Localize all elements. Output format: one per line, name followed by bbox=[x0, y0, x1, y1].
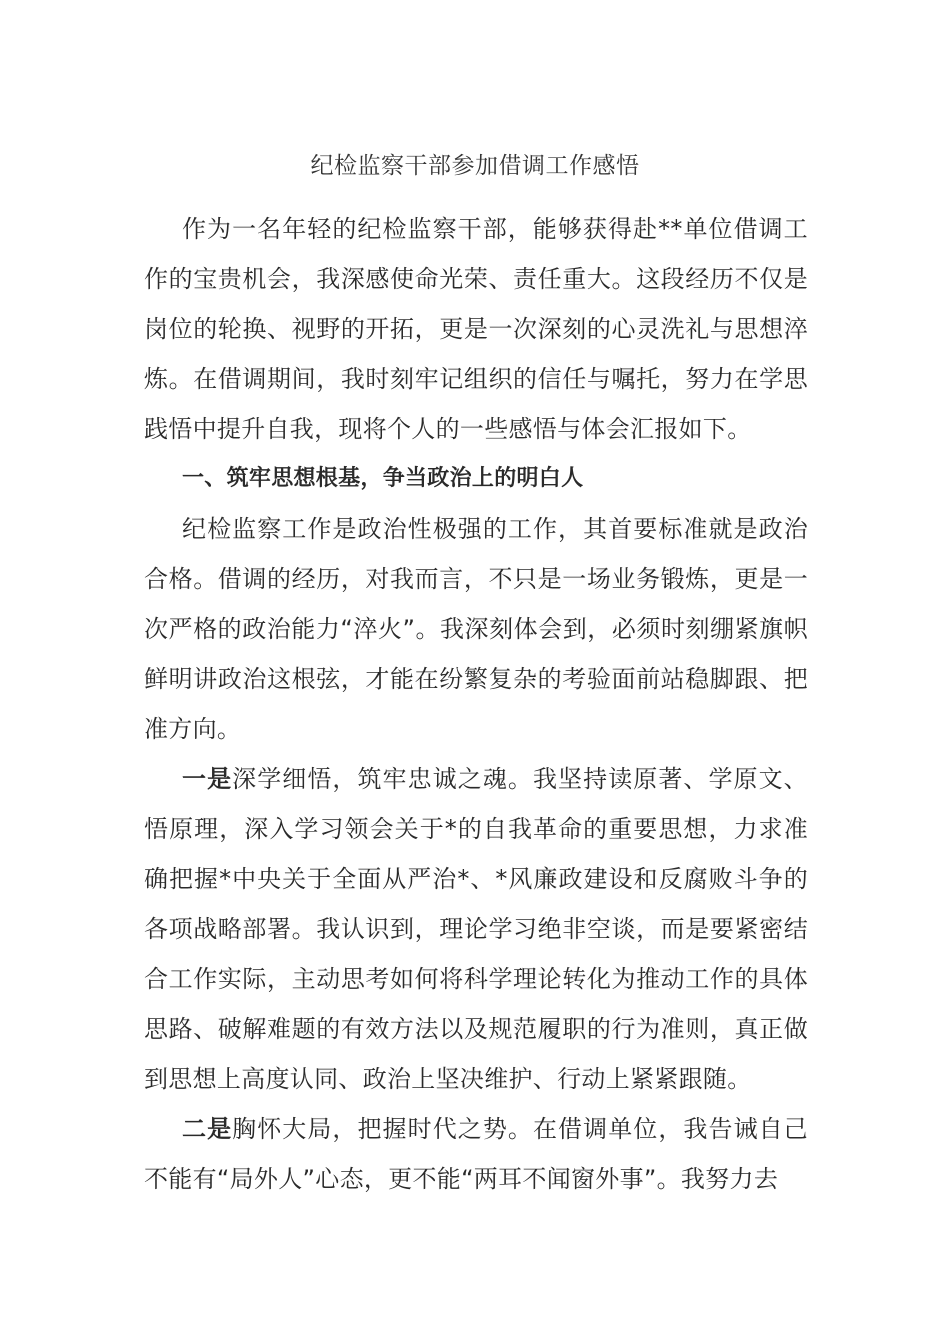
point-1-text: 深学细悟，筑牢忠诚之魂。我坚持读原著、学原文、悟原理，深入学习领会关于*的自我革命的重要思想，力求准确把握*中央关于全面从严治*、*风廉政建设和反腐败斗争的各项战略部署。我认识到，理论学习绝非空谈，而是要紧密结合工作实际，主动思考如何将科学理论转化为推动工作的具体思路、破解难题的有效方法以及规范履职的行为准则，真正做到思想上高度认同、政治上坚决维护、行动上紧紧跟随。 bbox=[144, 765, 808, 1093]
document-body bbox=[144, 204, 808, 1204]
paragraph-point-1 bbox=[144, 754, 808, 1104]
document-title: 纪检监察干部参加借调工作感悟 bbox=[310, 153, 640, 179]
point-2-text: 胸怀大局，把握时代之势。在借调单位，我告诫自己不能有“局外人”心态，更不能“两耳不闻窗外事”。我努力去 bbox=[144, 1115, 808, 1193]
point-1-lead: 一是 bbox=[182, 765, 233, 793]
paragraph-section-1-intro: 纪检监察工作是政治性极强的工作，其首要标准就是政治合格。借调的经历，对我而言，不只是一场业务锻炼，更是一次严格的政治能力“淬火”。我深刻体会到，必须时刻绷紧旗帜鲜明讲政治这根弦，才能在纷繁复杂的考验面前站稳脚跟、把准方向。 bbox=[144, 515, 808, 743]
paragraph-point-2 bbox=[144, 1104, 808, 1204]
paragraph-intro: 作为一名年轻的纪检监察干部，能够获得赴**单位借调工作的宝贵机会，我深感使命光荣、责任重大。这段经历不仅是岗位的轮换、视野的开拓，更是一次深刻的心灵洗礼与思想淬炼。在借调期间，我时刻牢记组织的信任与嘱托，努力在学思践悟中提升自我，现将个人的一些感悟与体会汇报如下。 bbox=[144, 215, 808, 443]
section-heading-1: 一、筑牢思想根基，争当政治上的明白人 bbox=[182, 466, 584, 491]
point-2-lead: 二是 bbox=[182, 1115, 233, 1143]
